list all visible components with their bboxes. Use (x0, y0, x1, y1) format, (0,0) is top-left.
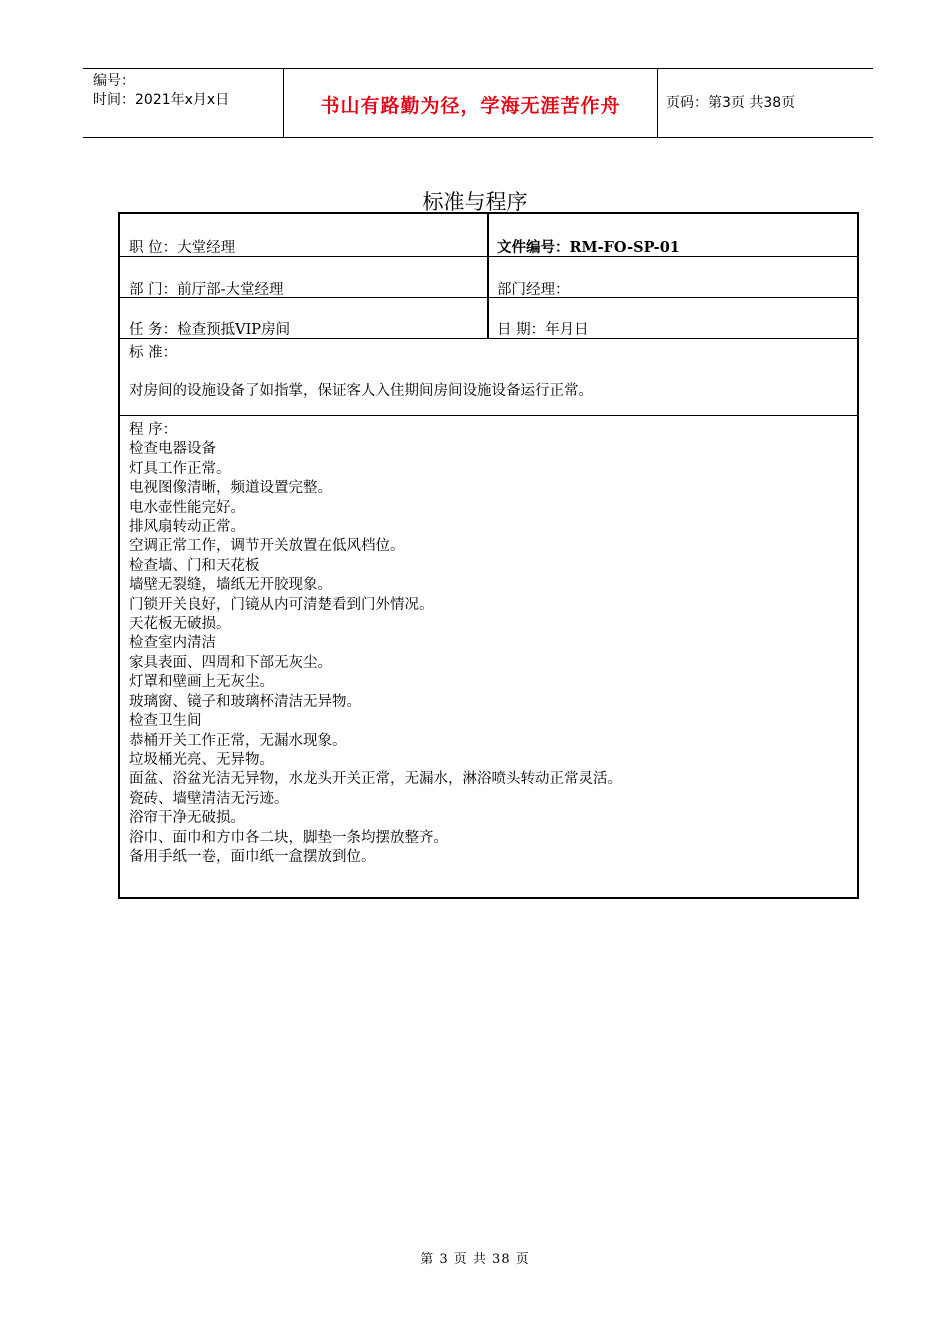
dept-manager-field: 部门经理： (497, 282, 570, 298)
procedure-line: 天花板无破损。 (129, 616, 231, 633)
procedure-line: 检查电器设备 (129, 441, 216, 458)
procedure-line: 灯罩和壁画上无灰尘。 (129, 674, 274, 691)
position-field: 职 位：大堂经理 (129, 240, 236, 256)
header-meta-cell (83, 69, 283, 137)
number-label: 编号： (93, 73, 135, 89)
date-field: 日 期：年月日 (497, 322, 589, 338)
standard-section (120, 339, 857, 416)
procedure-heading: 程 序： (129, 422, 178, 438)
procedure-line: 浴巾、面巾和方巾各二块，脚垫一条均摆放整齐。 (129, 829, 448, 846)
procedure-line: 排风扇转动正常。 (129, 519, 245, 536)
standard-text: 对房间的设施设备了如指掌，保证客人入住期间房间设施设备运行正常。 (129, 383, 593, 399)
header-motto-cell (283, 69, 658, 137)
procedure-line: 浴帘干净无破损。 (129, 810, 245, 827)
procedure-line: 家具表面、四周和下部无灰尘。 (129, 654, 332, 671)
procedure-line: 空调正常工作，调节开关放置在低风档位。 (129, 538, 405, 555)
page-info: 页码：第3页 共38页 (666, 95, 796, 111)
procedure-line: 门锁开关良好，门镜从内可清楚看到门外情况。 (129, 596, 434, 613)
motto-text: 书山有路勤为径，学海无涯苦作舟 (320, 95, 621, 117)
procedure-line: 备用手纸一卷，面巾纸一盒摆放到位。 (129, 848, 376, 865)
procedure-line: 检查墙、门和天花板 (129, 557, 260, 574)
procedure-line: 面盆、浴盆光洁无异物，水龙头开关正常，无漏水，淋浴喷头转动正常灵活。 (129, 771, 622, 788)
procedure-line: 恭桶开关工作正常，无漏水现象。 (129, 732, 347, 749)
column-divider (487, 214, 489, 338)
department-field: 部 门：前厅部-大堂经理 (129, 282, 284, 298)
procedure-line: 检查卫生间 (129, 713, 202, 730)
procedure-line: 墙壁无裂缝，墙纸无开胶现象。 (129, 577, 332, 594)
procedure-line: 垃圾桶光亮、无异物。 (129, 751, 274, 768)
procedure-line: 瓷砖、墙壁清洁无污迹。 (129, 790, 289, 807)
procedure-line: 电水壶性能完好。 (129, 499, 245, 516)
header-page-cell (657, 69, 873, 137)
doc-number-field: 文件编号：RM-FO-SP-01 (497, 239, 680, 256)
procedure-line: 灯具工作正常。 (129, 460, 231, 477)
time-label: 时间：2021年x月x日 (93, 92, 230, 108)
procedure-line: 玻璃窗、镜子和玻璃杯清洁无异物。 (129, 693, 361, 710)
standard-heading: 标 准： (129, 345, 178, 361)
procedure-line: 电视图像清晰，频道设置完整。 (129, 480, 332, 497)
procedure-line: 检查室内清洁 (129, 635, 216, 652)
document-title: 标准与程序 (422, 190, 528, 214)
task-field: 任 务：检查预抵VIP房间 (129, 322, 291, 338)
standard-procedure-table (118, 212, 859, 899)
page-footer: 第 3 页 共 38 页 (420, 1252, 530, 1267)
procedure-list (129, 421, 622, 867)
document-header (83, 68, 873, 138)
